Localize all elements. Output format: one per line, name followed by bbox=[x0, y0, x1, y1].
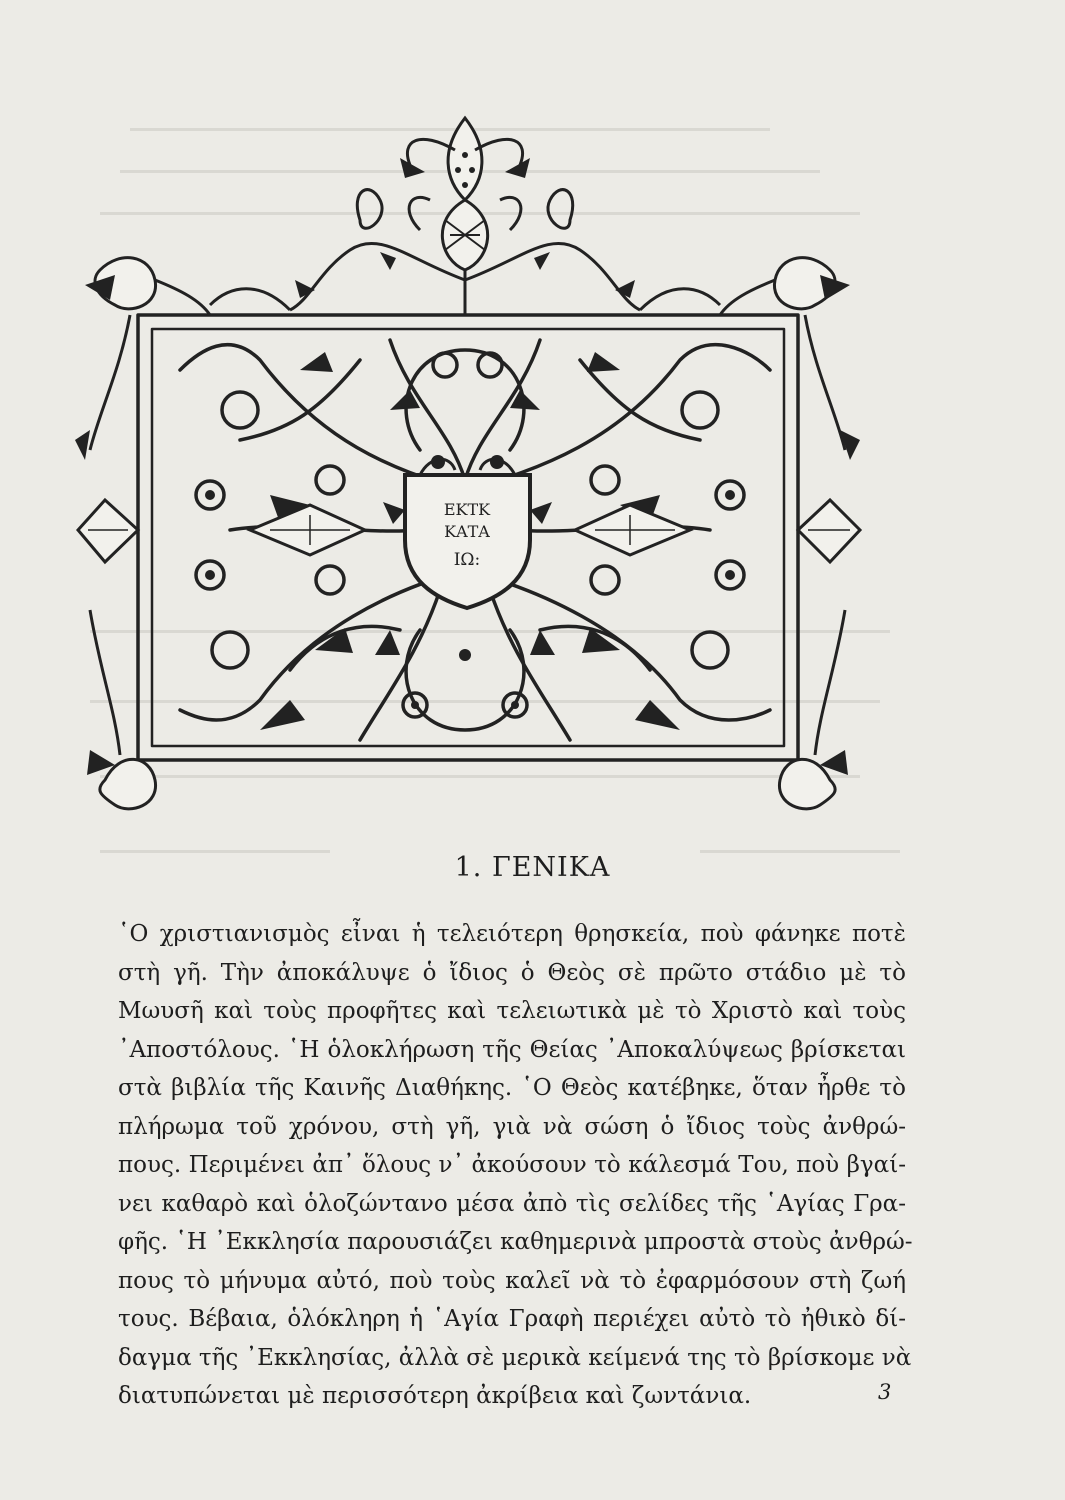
text-line: στὰ βιβλία τῆς Καινῆς Διαθήκης. ῾Ο Θεὸς κατέβηκε, ὅταν ἦρθε τὸ bbox=[118, 1075, 906, 1101]
shield-inscription-line-1: ΕΚΤΚ bbox=[443, 500, 491, 519]
shield-inscription-line-3: ΙΩ: bbox=[453, 550, 481, 570]
text-line: ᾿Αποστόλους. ῾Η ὁλοκλήρωση τῆς Θείας ᾿Αποκαλύψεως βρίσκεται bbox=[118, 1036, 906, 1063]
text-line: διατυπώνεται μὲ περισσότερη ἀκρίβεια καὶ ζωντάνια. bbox=[118, 1383, 752, 1409]
chapter-title: 1. ΓΕΝΙΚΑ bbox=[454, 852, 611, 883]
headpiece-illustration bbox=[60, 110, 875, 825]
text-line: φῆς. ῾Η ᾿Εκκλησία παρουσιάζει καθημερινὰ μπροστὰ στοὺς ἀνθρώ- bbox=[118, 1229, 913, 1255]
text-line: πους τὸ μήνυμα αὐτό, ποὺ τοὺς καλεῖ νὰ τὸ ἐφαρμόσουν στὴ ζωή bbox=[118, 1267, 906, 1294]
page-number: 3 bbox=[878, 1380, 892, 1404]
text-line: στὴ γῆ. Τὴν ἀποκάλυψε ὁ ἴδιος ὁ Θεὸς σὲ πρῶτο στάδιο μὲ τὸ bbox=[118, 959, 906, 986]
central-shield bbox=[405, 475, 530, 608]
text-line: δαγμα τῆς ᾿Εκκλησίας, ἀλλὰ σὲ μερικὰ κείμενά της τὸ βρίσκομε νὰ bbox=[118, 1344, 912, 1371]
text-line: νει καθαρὸ καὶ ὁλοζώντανο μέσα ἀπὸ τὶς σελίδες τῆς ῾Αγίας Γρα- bbox=[118, 1190, 906, 1217]
text-line: ῾Ο χριστιανισμὸς εἶναι ἡ τελειότερη θρησκεία, ποὺ φάνηκε ποτὲ bbox=[118, 921, 906, 947]
shield-inscription-line-2: ΚΑΤΑ bbox=[444, 522, 490, 541]
text-line: Μωυσῆ καὶ τοὺς προφῆτες καὶ τελειωτικὰ μὲ τὸ Χριστὸ καὶ τοὺς bbox=[118, 998, 906, 1024]
body-paragraph bbox=[118, 915, 913, 1416]
ornamental-headpiece bbox=[60, 110, 875, 825]
text-line: πλήρωμα τοῦ χρόνου, στὴ γῆ, γιὰ νὰ σώση ὁ ἴδιος τοὺς ἀνθρώ- bbox=[118, 1113, 906, 1140]
text-line: τους. Βέβαια, ὁλόκληρη ἡ ῾Αγία Γραφὴ περιέχει αὐτὸ τὸ ἠθικὸ δί- bbox=[118, 1306, 906, 1332]
text-line: πους. Περιμένει ἀπ᾿ ὅλους ν᾿ ἀκούσουν τὸ κάλεσμά Του, ποὺ βγαί- bbox=[118, 1152, 906, 1178]
